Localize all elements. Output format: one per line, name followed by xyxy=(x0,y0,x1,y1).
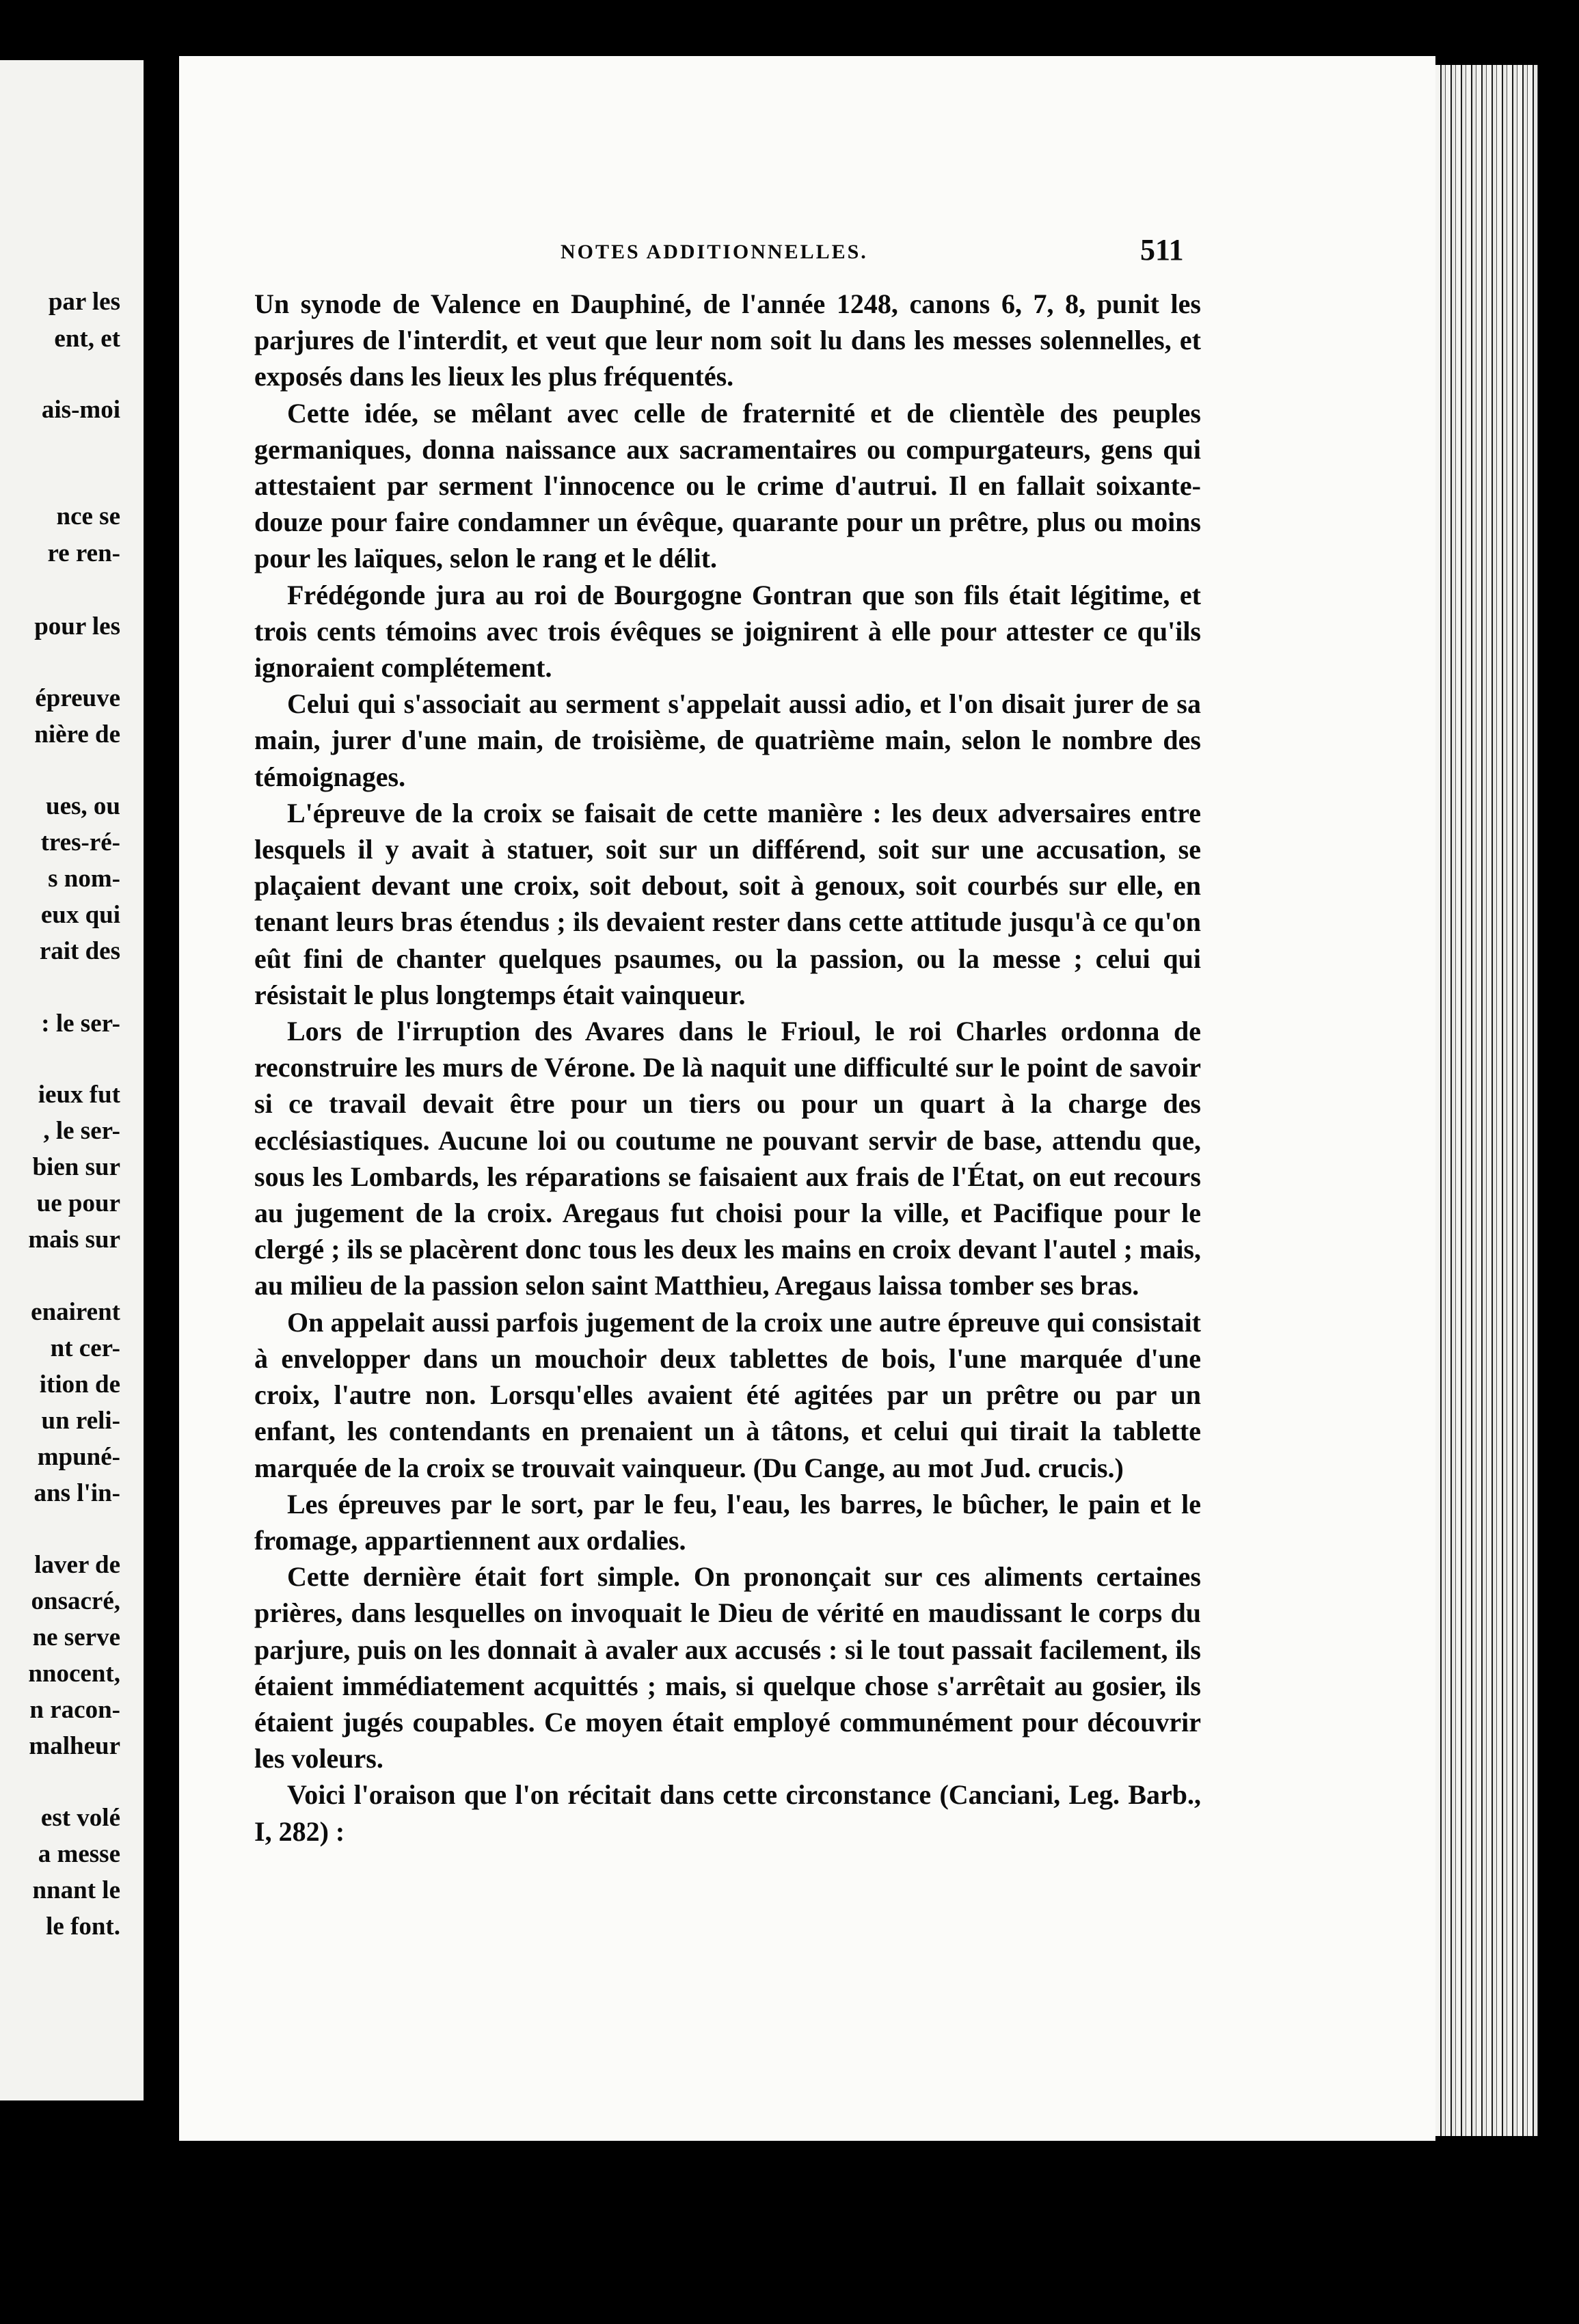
paragraph: Cette dernière était fort simple. On prononçait sur ces aliments certaines prières, dans lesquelles on invoquait le Dieu de vérité en maudissant le corps du parjure, puis on les donnait à avaler aux accusés : si le tout passait facilement, ils étaient immédiatement acquittés ; mais, si quelque chose s'arrêtait au gosier, ils étaient jugés coupables. Ce moyen était employé communément pour découvrir les voleurs. xyxy=(254,1561,1201,1774)
left-page-line: ition de xyxy=(39,1370,120,1399)
left-page-line: par les xyxy=(48,288,120,316)
body-text xyxy=(254,286,1201,1850)
left-page-line: onsacré, xyxy=(31,1587,120,1615)
left-page-line: n racon- xyxy=(29,1696,120,1724)
running-head: NOTES ADDITIONNELLES. xyxy=(561,241,868,263)
left-page-line: épreuve xyxy=(35,684,120,712)
left-page-line: ue pour xyxy=(36,1189,120,1217)
left-page-line: : le ser- xyxy=(41,1010,120,1038)
left-page-line: re ren- xyxy=(47,539,120,567)
facing-page-left xyxy=(0,60,144,2100)
left-page-line: a messe xyxy=(38,1840,120,1868)
left-page-line: rait des xyxy=(39,937,120,965)
paragraph: Cette idée, se mêlant avec celle de fraternité et de clientèle des peuples germaniques, donna naissance aux sacramentaires ou compurgateurs, gens qui attestaient par serment l'innocence ou le crime d'autrui. Il en fallait soixante-douze pour faire condamner un évêque, quarante pour un prêtre, plus ou moins pour les laïques, selon le rang et le délit. xyxy=(254,397,1201,574)
paragraph: Celui qui s'associait au serment s'appelait aussi adio, et l'on disait jurer de sa main, jurer d'une main, de troisième, de quatrième main, selon le nombre des témoignages. xyxy=(254,688,1201,792)
book-page-edges xyxy=(1435,65,1538,2136)
paragraph: On appelait aussi parfois jugement de la croix une autre épreuve qui consistait à envelopper dans un mouchoir deux tablettes de bois, l'une marquée d'une croix, l'autre non. Lorsqu'elles avaient été agitées par un prêtre ou par un enfant, les contendants en prenaient un à tâtons, et celui qui tirait la tablette marquée de la croix se trouvait vainqueur. (Du Cange, au mot Jud. crucis.) xyxy=(254,1306,1201,1483)
left-page-line: nnocent, xyxy=(28,1660,120,1688)
left-page-line: ues, ou xyxy=(46,792,120,820)
page-number: 511 xyxy=(1140,233,1184,267)
left-page-line: ans l'in- xyxy=(33,1479,120,1507)
left-page-line: nce se xyxy=(56,502,120,530)
paragraph: Un synode de Valence en Dauphiné, de l'année 1248, canons 6, 7, 8, punit les parjures de l'interdit, et veut que leur nom soit lu dans les messes solennelles, et exposés dans les lieux les plus fréquentés. xyxy=(254,288,1201,392)
left-page-line: ais-moi xyxy=(41,396,120,424)
paragraph: Les épreuves par le sort, par le feu, l'eau, les barres, le bûcher, le pain et le fromage, appartiennent aux ordalies. xyxy=(254,1488,1201,1556)
left-page-line: mais sur xyxy=(28,1226,120,1254)
left-page-line: enairent xyxy=(31,1298,120,1326)
paragraph: Voici l'oraison que l'on récitait dans cette circonstance (Canciani, Leg. Barb., I, 282) : xyxy=(254,1779,1201,1847)
left-page-line: ent, et xyxy=(54,325,120,353)
left-page-line: s nom- xyxy=(48,865,120,893)
paragraph: Frédégonde jura au roi de Bourgogne Gontran que son fils était légitime, et trois cents témoins avec trois évêques se joignirent à elle pour attester ce qu'ils ignoraient complétement. xyxy=(254,579,1201,684)
left-page-line: nt cer- xyxy=(50,1334,120,1362)
left-page-line: nière de xyxy=(34,720,120,748)
paragraph: L'épreuve de la croix se faisait de cette manière : les deux adversaires entre lesquels il y avait à statuer, soit sur un différend, soit sur une accusation, se plaçaient devant une croix, soit debout, soit à genoux, soit courbés sur elle, en tenant leurs bras étendus ; ils devaient rester dans cette attitude jusqu'à ce qu'on eût fini de chanter quelques psaumes, ou la passion, ou la messe ; celui qui résistait le plus longtemps était vainqueur. xyxy=(254,797,1201,1010)
left-page-line: ieux fut xyxy=(38,1081,120,1109)
left-page-line: nnant le xyxy=(32,1876,120,1904)
left-page-line: est volé xyxy=(40,1804,120,1832)
left-page-line: bien sur xyxy=(32,1153,120,1181)
left-page-line: , le ser- xyxy=(43,1117,120,1145)
left-page-line: mpuné- xyxy=(37,1443,120,1471)
left-page-line: ne serve xyxy=(32,1623,120,1651)
left-page-line: le font. xyxy=(46,1913,120,1941)
left-page-line: pour les xyxy=(34,612,120,640)
paragraph: Lors de l'irruption des Avares dans le Frioul, le roi Charles ordonna de reconstruire les murs de Vérone. De là naquit une difficulté sur le point de savoir si ce travail devait être pour un tiers ou pour un quart à la charge des ecclésiastiques. Aucune loi ou coutume ne pouvant servir de base, attendu que, sous les Lombards, les réparations se faisaient aux frais de l'État, on eut recours au jugement de la croix. Aregaus fut choisi pour la ville, et Pacifique pour le clergé ; ils se placèrent donc tous les deux les mains en croix devant l'autel ; mais, au milieu de la passion selon saint Matthieu, Aregaus laissa tomber ses bras. xyxy=(254,1016,1201,1301)
left-page-line: eux qui xyxy=(40,901,120,929)
left-page-line: tres-ré- xyxy=(40,828,120,856)
left-page-line: un reli- xyxy=(41,1407,120,1435)
left-page-line: malheur xyxy=(29,1732,120,1760)
left-page-line: laver de xyxy=(34,1551,120,1579)
